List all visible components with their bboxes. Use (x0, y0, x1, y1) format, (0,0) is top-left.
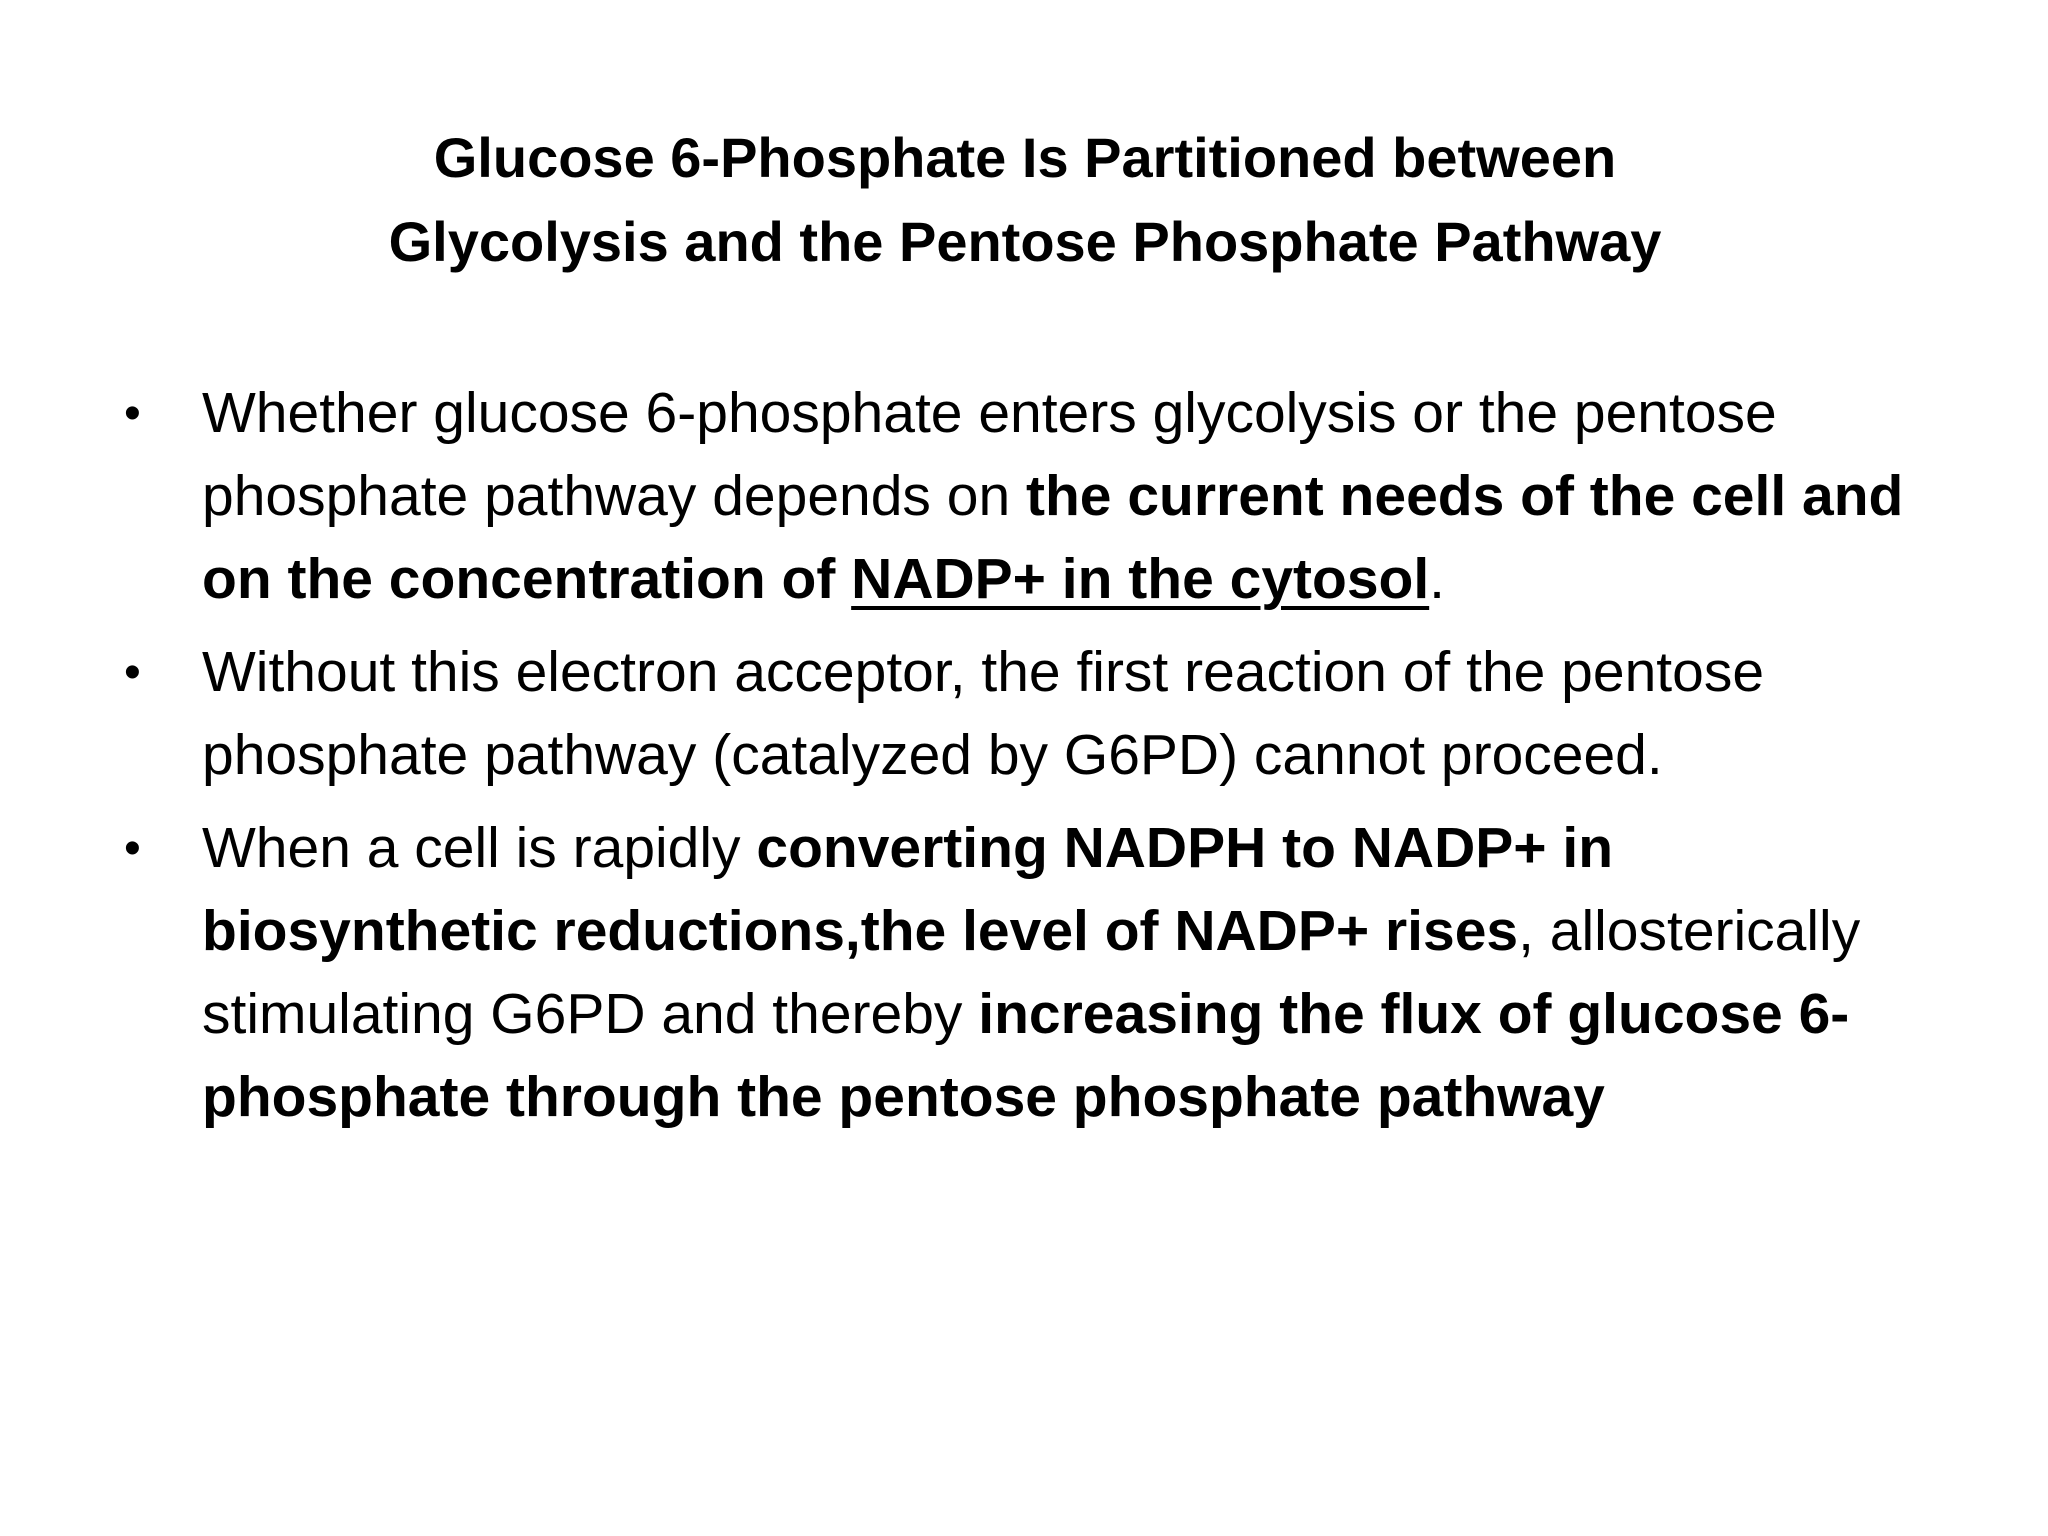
bullet-text-bold: increasing the flux of glucose 6-phosphate through the pentose phosphate pathway (202, 982, 1850, 1129)
bullet-item-1 (120, 372, 1960, 621)
bullet-item-2 (120, 631, 1960, 797)
bullet-text-bold: converting NADPH to NADP+ in biosynthetic reductions,the level of NADP+ rises (202, 816, 1614, 963)
bullet-text: , allosterically stimulating G6PD and thereby (202, 899, 1861, 1046)
title-line-1: Glucose 6-Phosphate Is Partitioned between (433, 126, 1617, 189)
bullet-text-bold: the current needs of the cell and on the concentration of (202, 464, 1904, 611)
bullet-list (120, 372, 1960, 1149)
bullet-text-bold-underline: NADP+ in the cytosol (851, 547, 1430, 611)
bullet-text: When a cell is rapidly (202, 816, 757, 880)
bullet-item-3 (120, 807, 1960, 1139)
bullet-text: Whether glucose 6-phosphate enters glycolysis or the pentose phosphate pathway depends on (202, 381, 1777, 528)
title-line-2: Glycolysis and the Pentose Phosphate Pathway (388, 210, 1662, 273)
bullet-marker-icon: • (124, 646, 141, 699)
bullet-marker-icon: • (124, 387, 141, 440)
slide-title (260, 116, 1790, 284)
bullet-text: Without this electron acceptor, the first reaction of the pentose phosphate pathway (catalyzed by G6PD) cannot proceed. (202, 640, 1765, 787)
bullet-text: . (1429, 547, 1446, 611)
bullet-marker-icon: • (124, 822, 141, 875)
